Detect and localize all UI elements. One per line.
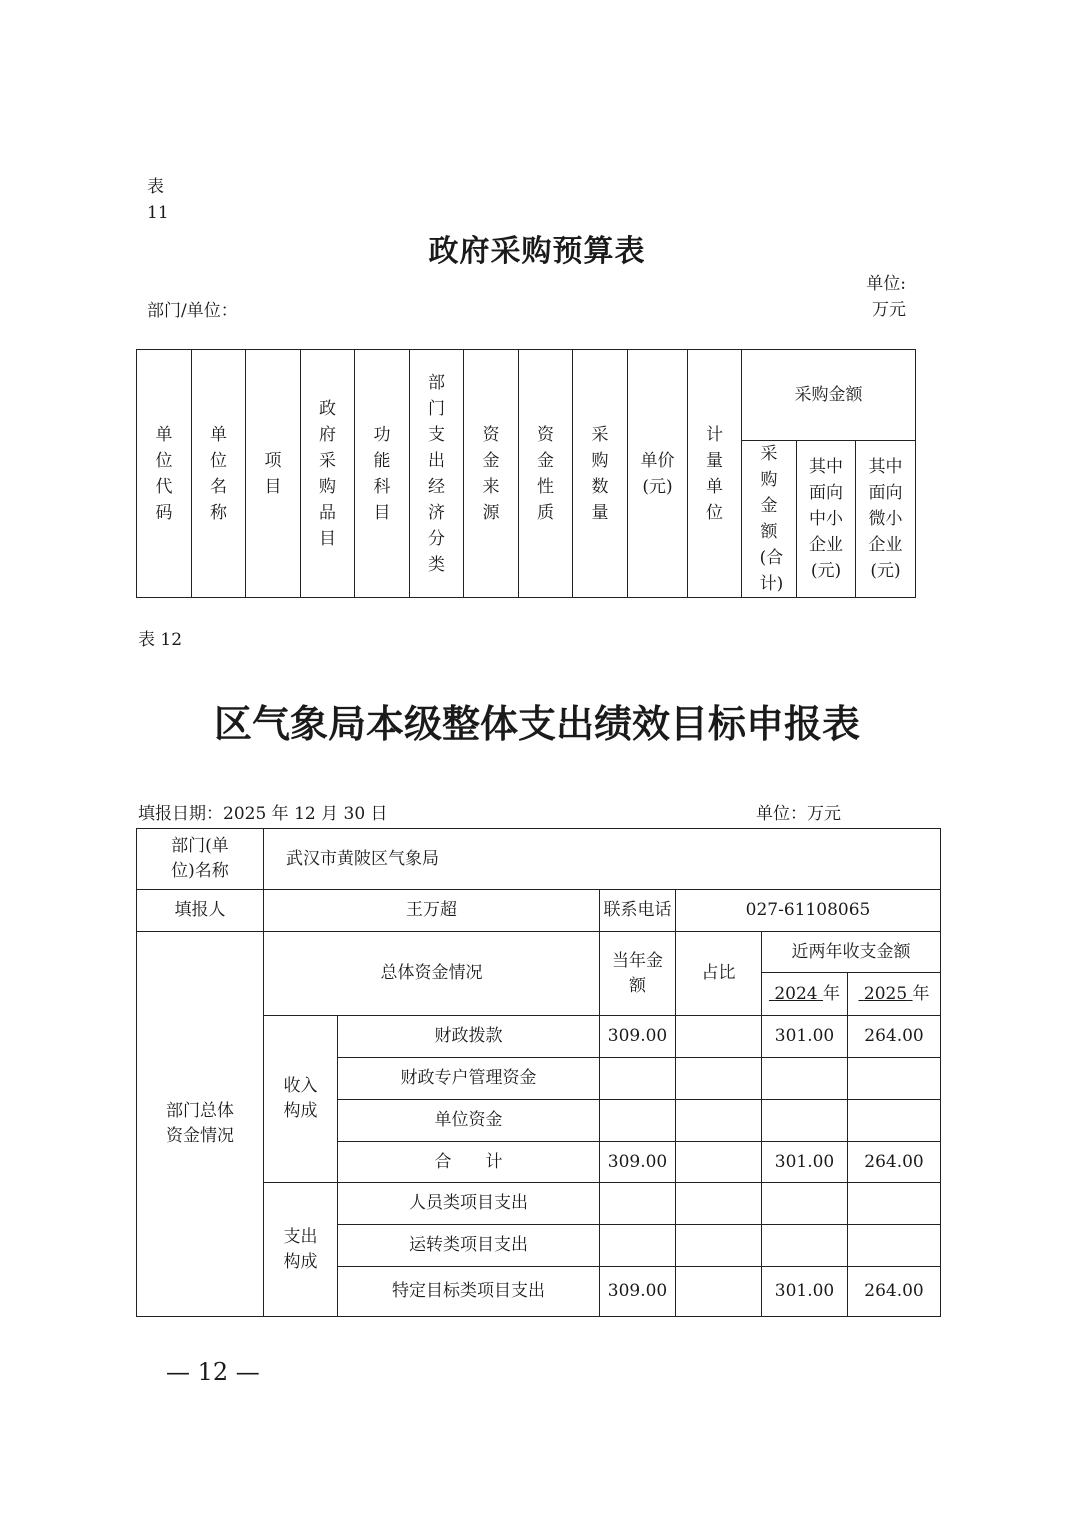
row-name: 特定目标类项目支出 (338, 1267, 600, 1317)
dept-name-label: 部门(单位)名称 (137, 829, 264, 890)
expense-group-label: 支出构成 (264, 1183, 338, 1317)
header-project: 项目 (246, 350, 301, 598)
header-unit-name: 单位名称 (192, 350, 246, 598)
fill-date: 填报日期：2025 年 12 月 30 日 (138, 804, 388, 824)
row-2025 (848, 1058, 941, 1100)
filler-label: 填报人 (137, 890, 264, 932)
phone-label: 联系电话 (600, 890, 676, 932)
row-current (600, 1100, 676, 1142)
row-2025: 264.00 (848, 1016, 941, 1058)
row-2025: 264.00 (848, 1142, 941, 1183)
filler-value: 王万超 (264, 890, 600, 932)
header-micro: 其中面向微小企业(元) (856, 441, 916, 598)
ratio-header: 占比 (676, 932, 762, 1016)
row-ratio (676, 1225, 762, 1267)
row-ratio (676, 1142, 762, 1183)
row-name: 运转类项目支出 (338, 1225, 600, 1267)
row-name: 单位资金 (338, 1100, 600, 1142)
row-2025: 264.00 (848, 1267, 941, 1317)
header-fund-nature: 资金性质 (519, 350, 573, 598)
row-current (600, 1058, 676, 1100)
row-name: 财政专户管理资金 (338, 1058, 600, 1100)
header-fund-source: 资金来源 (464, 350, 519, 598)
row-2024 (762, 1225, 848, 1267)
income-group-label: 收入构成 (264, 1016, 338, 1183)
row-current: 309.00 (600, 1016, 676, 1058)
row-2024 (762, 1058, 848, 1100)
row-2025 (848, 1100, 941, 1142)
row-current: 309.00 (600, 1267, 676, 1317)
year-2025-header: 2025 年 (848, 973, 941, 1016)
table11-label: 表 11 (147, 177, 169, 223)
table11-dept-label: 部门/单位： (147, 301, 238, 321)
header-measure-unit: 计量单位 (688, 350, 742, 598)
row-2024: 301.00 (762, 1142, 848, 1183)
dept-name-row (137, 829, 941, 890)
table11-unit-label: 单位: 万元 (866, 274, 906, 320)
row-ratio (676, 1183, 762, 1225)
header-unit-price: 单价(元) (628, 350, 688, 598)
row-2025 (848, 1183, 941, 1225)
row-2024: 301.00 (762, 1267, 848, 1317)
overall-funds-label: 部门总体资金情况 (137, 932, 264, 1317)
current-amount-header: 当年金额 (600, 932, 676, 1016)
header-quantity: 采购数量 (573, 350, 628, 598)
header-sme: 其中面向中小企业(元) (797, 441, 856, 598)
header-econ-class: 部门支出经济分类 (410, 350, 464, 598)
row-2025 (848, 1225, 941, 1267)
row-ratio (676, 1267, 762, 1317)
table12-unit-label: 单位：万元 (756, 804, 841, 824)
row-ratio (676, 1100, 762, 1142)
table12-label: 表 12 (138, 630, 183, 650)
header-procurement-item: 政府采购品目 (301, 350, 355, 598)
performance-target-table (136, 828, 941, 1317)
year-2024-header: 2024 年 (762, 973, 848, 1016)
header-amount-group: 采购金额 (742, 350, 916, 441)
header-unit-code: 单位代码 (137, 350, 192, 598)
procurement-budget-table (136, 349, 916, 598)
row-current (600, 1183, 676, 1225)
funds-header: 总体资金情况 (264, 932, 600, 1016)
row-current: 309.00 (600, 1142, 676, 1183)
row-ratio (676, 1016, 762, 1058)
row-2024 (762, 1100, 848, 1142)
dept-name-value: 武汉市黄陂区气象局 (264, 829, 941, 890)
table11-title: 政府采购预算表 (428, 234, 646, 269)
table12-title: 区气象局本级整体支出绩效目标申报表 (213, 702, 860, 746)
header-amount-total: 采购金额(合计) (742, 441, 797, 598)
row-name: 人员类项目支出 (338, 1183, 600, 1225)
row-ratio (676, 1058, 762, 1100)
row-2024 (762, 1183, 848, 1225)
filler-row (137, 890, 941, 932)
header-function-subject: 功能科目 (355, 350, 410, 598)
phone-value: 027-61108065 (676, 890, 941, 932)
page-number: — 12 — (166, 1358, 260, 1386)
row-name: 财政拨款 (338, 1016, 600, 1058)
row-current (600, 1225, 676, 1267)
recent-two-years-header: 近两年收支金额 (762, 932, 941, 973)
row-2024: 301.00 (762, 1016, 848, 1058)
row-name: 合 计 (338, 1142, 600, 1183)
